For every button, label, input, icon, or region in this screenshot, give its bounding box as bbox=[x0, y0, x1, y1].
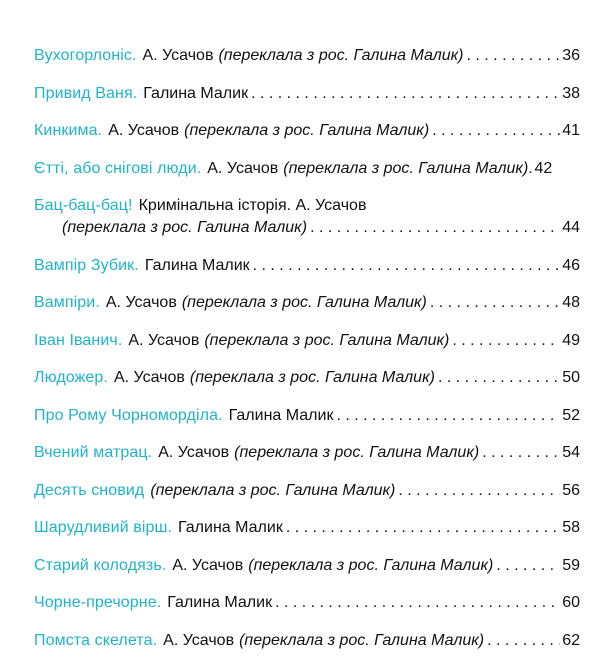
toc-leader-dots bbox=[496, 556, 560, 576]
toc-entry-note: (переклала з рос. Галина Малик) bbox=[218, 47, 464, 64]
toc-entry-author: А. Усачов bbox=[142, 47, 214, 64]
toc-entry-author: Галина Малик bbox=[143, 84, 249, 102]
toc-entry[interactable] bbox=[34, 368, 580, 388]
toc-entry-author: Кримінальна історія. А. Усачов bbox=[138, 197, 367, 214]
toc-entry-note: (переклала з рос. Галина Малик) bbox=[283, 159, 529, 177]
toc-entry-note: (переклала з рос. Галина Малик) bbox=[234, 444, 480, 461]
toc-entry-title[interactable]: Вчений матрац. bbox=[34, 444, 153, 461]
toc-entry[interactable] bbox=[34, 481, 580, 501]
toc-entry[interactable] bbox=[34, 84, 580, 104]
toc-entry-title[interactable]: Про Рому Чорноморділа. bbox=[34, 406, 223, 424]
toc-entry-title[interactable]: Вампір Зубик. bbox=[34, 256, 139, 274]
toc-leader-dots bbox=[286, 518, 560, 538]
toc-leader-dots bbox=[467, 46, 561, 66]
toc-entry-author: Галина Малик bbox=[167, 594, 273, 611]
toc-entry-title[interactable]: Вампіри. bbox=[34, 294, 100, 311]
toc-entry-author: Галина Малик bbox=[178, 519, 283, 536]
toc-entry-title[interactable]: Вухогорлоніс. bbox=[34, 47, 137, 64]
toc-entry-note: (переклала з рос. Галина Малик) bbox=[184, 122, 430, 139]
toc-entry-title[interactable]: Чорне-пречорне. bbox=[34, 594, 162, 611]
toc-entry-title[interactable]: Іван Іванич. bbox=[34, 331, 123, 349]
toc-entry[interactable] bbox=[34, 159, 580, 179]
toc-entry-page: 42 bbox=[534, 159, 553, 177]
toc-entry-author: Галина Малик bbox=[144, 256, 250, 274]
toc-entry[interactable] bbox=[34, 443, 580, 463]
toc-entry-page: 60 bbox=[562, 594, 580, 611]
toc-leader-dots bbox=[438, 368, 560, 388]
toc-entry[interactable] bbox=[34, 406, 580, 426]
table-of-contents bbox=[34, 46, 580, 668]
toc-entry-note: (переклала з рос. Галина Малик) bbox=[189, 369, 435, 386]
toc-entry-page: 41 bbox=[562, 122, 580, 139]
toc-entry-title[interactable]: Привид Ваня. bbox=[34, 84, 138, 102]
toc-entry-author: Галина Малик bbox=[228, 406, 334, 424]
toc-entry-note: (переклала з рос. Галина Малик) bbox=[239, 631, 485, 649]
toc-entry-page: 38 bbox=[562, 84, 580, 102]
toc-leader-dots bbox=[432, 121, 560, 141]
toc-entry-note: (переклала з рос. Галина Малик) bbox=[62, 219, 308, 236]
toc-entry-page: 54 bbox=[562, 444, 580, 461]
toc-entry-page: 36 bbox=[562, 47, 580, 64]
toc-entry-page: 46 bbox=[562, 256, 580, 274]
toc-leader-dots bbox=[310, 218, 560, 238]
toc-entry-author: А. Усачов bbox=[163, 631, 235, 649]
toc-entry-page: 59 bbox=[562, 556, 580, 574]
toc-entry[interactable] bbox=[34, 256, 580, 276]
toc-entry-author: А. Усачов bbox=[108, 122, 180, 139]
toc-entry-title[interactable]: Єтті, або снігові люди. bbox=[34, 159, 202, 177]
toc-leader-dots bbox=[452, 331, 560, 351]
toc-leader-dots bbox=[336, 406, 560, 426]
toc-entry[interactable] bbox=[34, 121, 580, 141]
toc-leader-dots bbox=[253, 256, 560, 276]
toc-entry[interactable] bbox=[34, 556, 580, 576]
toc-entry-title[interactable]: Бац-бац-бац! bbox=[34, 197, 133, 214]
toc-entry[interactable] bbox=[34, 46, 580, 66]
toc-entry-author: А. Усачов bbox=[113, 369, 185, 386]
toc-entry-author: А. Усачов bbox=[158, 444, 230, 461]
toc-entry-title[interactable]: Кинкима. bbox=[34, 122, 103, 139]
toc-leader-dots bbox=[275, 593, 560, 613]
toc-entry-page: 56 bbox=[562, 481, 580, 499]
toc-entry[interactable] bbox=[34, 631, 580, 651]
toc-entry-note: (переклала з рос. Галина Малик) bbox=[181, 294, 427, 311]
toc-leader-dots bbox=[487, 631, 560, 651]
toc-entry-author: А. Усачов bbox=[207, 159, 279, 177]
toc-leader-dots bbox=[430, 293, 560, 313]
toc-entry-page: 62 bbox=[562, 631, 580, 649]
toc-entry[interactable] bbox=[34, 593, 580, 613]
toc-entry-author: А. Усачов bbox=[105, 294, 177, 311]
toc-entry-title[interactable]: Людожер. bbox=[34, 369, 108, 386]
toc-entry-note: (переклала з рос. Галина Малик) bbox=[204, 331, 450, 349]
toc-entry-page: 44 bbox=[562, 219, 580, 236]
toc-entry-title[interactable]: Старий колодязь. bbox=[34, 556, 167, 574]
toc-entry[interactable] bbox=[34, 331, 580, 351]
toc-entry-author: А. Усачов bbox=[172, 556, 244, 574]
toc-entry-note: (переклала з рос. Галина Малик) bbox=[248, 556, 494, 574]
toc-entry-page: 58 bbox=[562, 519, 580, 536]
toc-entry-title[interactable]: Шарудливий вірш. bbox=[34, 519, 173, 536]
toc-leader-dots bbox=[482, 443, 560, 463]
toc-entry-page: 52 bbox=[562, 406, 580, 424]
toc-entry[interactable] bbox=[34, 293, 580, 313]
toc-leader-dots bbox=[251, 84, 560, 104]
toc-entry-note: (переклала з рос. Галина Малик) bbox=[150, 481, 396, 499]
toc-entry[interactable] bbox=[34, 196, 580, 238]
toc-leader-dots bbox=[398, 481, 560, 501]
toc-entry-title[interactable]: Десять сновид bbox=[34, 481, 145, 499]
toc-entry-page: 48 bbox=[562, 294, 580, 311]
toc-entry-author: А. Усачов bbox=[128, 331, 200, 349]
toc-entry-page: 50 bbox=[562, 369, 580, 386]
toc-entry-title[interactable]: Помста скелета. bbox=[34, 631, 158, 649]
toc-entry[interactable] bbox=[34, 518, 580, 538]
toc-entry-page: 49 bbox=[562, 331, 580, 349]
